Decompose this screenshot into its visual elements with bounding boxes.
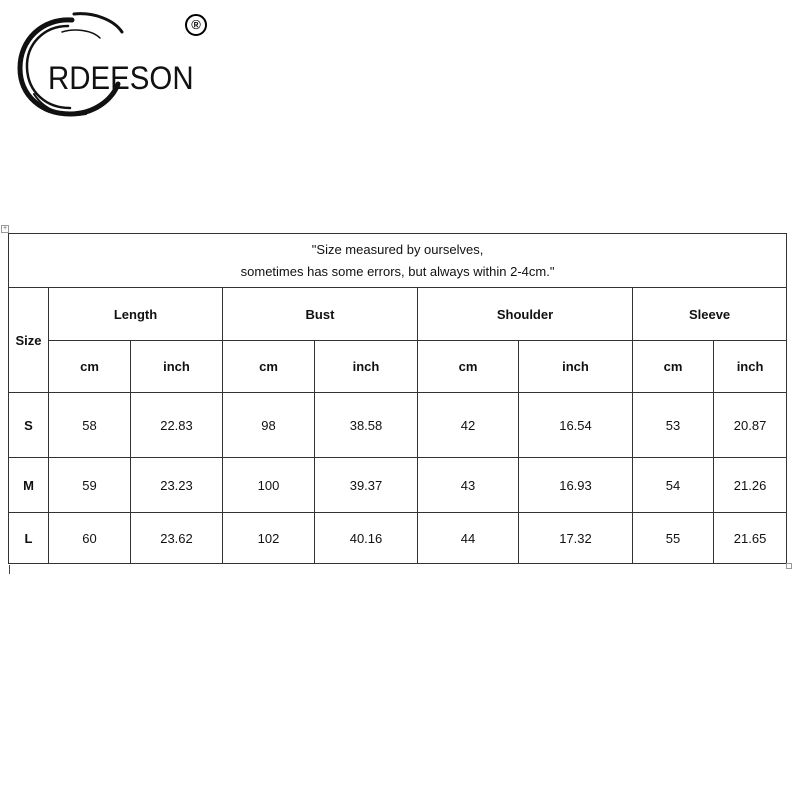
table-move-handle-icon[interactable]: + xyxy=(2,225,8,232)
bust-header: Bust xyxy=(223,288,418,341)
table-cell: 38.58 xyxy=(315,393,418,458)
unit-cm: cm xyxy=(633,341,714,393)
table-cell: 17.32 xyxy=(519,513,633,564)
unit-cm: cm xyxy=(49,341,131,393)
table-cell: 21.65 xyxy=(714,513,787,564)
table-row xyxy=(9,458,787,513)
table-cell: 54 xyxy=(633,458,714,513)
shoulder-header: Shoulder xyxy=(418,288,633,341)
unit-inch: inch xyxy=(315,341,418,393)
unit-cm: cm xyxy=(418,341,519,393)
brand-logo xyxy=(14,10,214,122)
size-header: Size xyxy=(9,288,49,393)
size-cell: M xyxy=(9,458,49,513)
table-cell: 55 xyxy=(633,513,714,564)
table-cell: 42 xyxy=(418,393,519,458)
registered-mark: ® xyxy=(185,14,207,36)
table-cell: 16.54 xyxy=(519,393,633,458)
table-cell: 20.87 xyxy=(714,393,787,458)
size-cell: S xyxy=(9,393,49,458)
table-cell: 53 xyxy=(633,393,714,458)
unit-cm: cm xyxy=(223,341,315,393)
unit-inch: inch xyxy=(714,341,787,393)
measurement-note xyxy=(9,234,787,288)
table-cell: 60 xyxy=(49,513,131,564)
table-cell: 98 xyxy=(223,393,315,458)
note-line-2: sometimes has some errors, but always within 2-4cm." xyxy=(240,263,555,279)
table-cell: 23.62 xyxy=(131,513,223,564)
text-cursor xyxy=(9,565,10,574)
table-cell: 102 xyxy=(223,513,315,564)
sleeve-header: Sleeve xyxy=(633,288,787,341)
note-line-1: "Size measured by ourselves, xyxy=(311,241,484,257)
table-cell: 16.93 xyxy=(519,458,633,513)
table-cell: 58 xyxy=(49,393,131,458)
brand-name: RDEESON xyxy=(48,60,194,96)
size-cell: L xyxy=(9,513,49,564)
table-cell: 43 xyxy=(418,458,519,513)
length-header: Length xyxy=(49,288,223,341)
table-cell: 100 xyxy=(223,458,315,513)
table-cell: 21.26 xyxy=(714,458,787,513)
size-chart-table xyxy=(8,233,787,564)
table-cell: 22.83 xyxy=(131,393,223,458)
table-cell: 59 xyxy=(49,458,131,513)
table-cell: 40.16 xyxy=(315,513,418,564)
table-row xyxy=(9,393,787,458)
table-cell: 39.37 xyxy=(315,458,418,513)
table-cell: 44 xyxy=(418,513,519,564)
unit-inch: inch xyxy=(519,341,633,393)
table-row xyxy=(9,513,787,564)
unit-inch: inch xyxy=(131,341,223,393)
table-resize-handle[interactable] xyxy=(786,563,792,569)
table-cell: 23.23 xyxy=(131,458,223,513)
